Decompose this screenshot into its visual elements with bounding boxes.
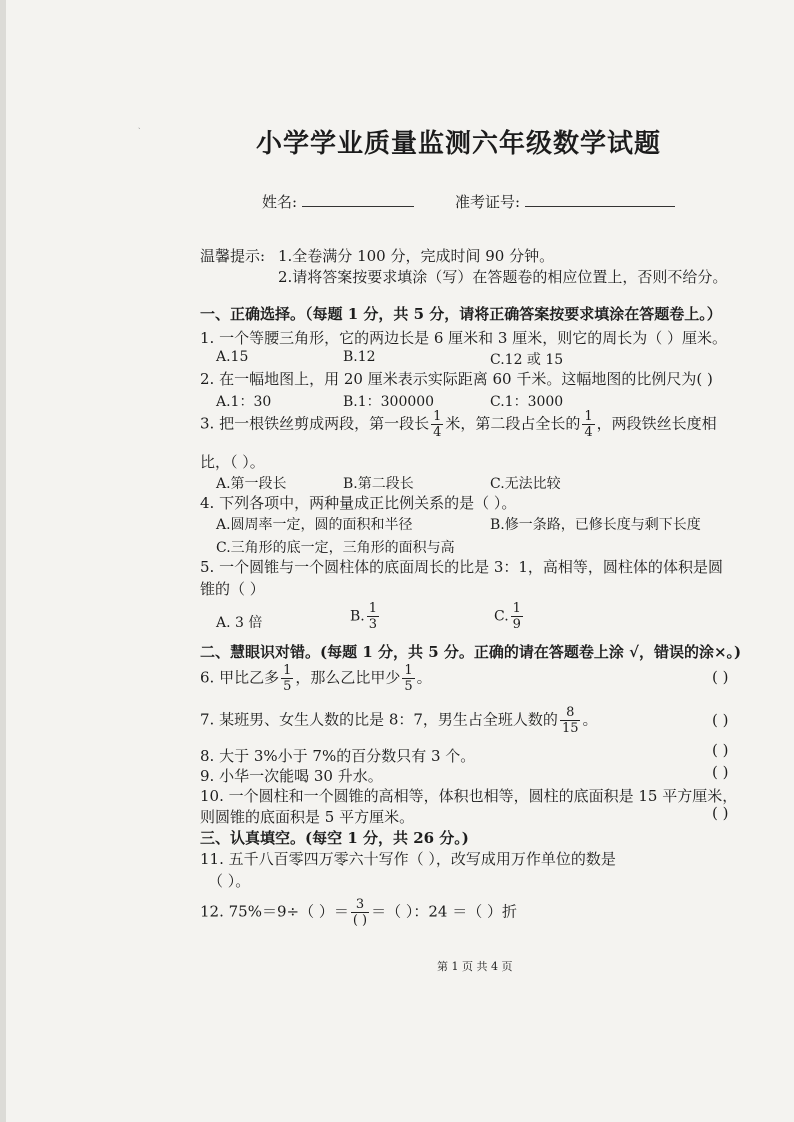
q5-option-b[interactable]: B. $\frac{1}{3}$ <box>350 601 378 632</box>
q6-answer-paren[interactable]: ( ) <box>712 668 729 686</box>
q4-option-a[interactable]: A.圆周率一定，圆的面积和半径 <box>216 517 413 533</box>
page-title: 小学学业质量监测六年级数学试题 <box>256 129 662 159</box>
scan-edge-left <box>0 0 6 1122</box>
section-3-header: 三、认真填空。(每空 1 分，共 26 分。) <box>200 829 469 847</box>
fraction: $\frac{1}{3}$ <box>368 601 378 632</box>
q4-stem: 4. 下列各项中，两种量成正比例关系的是（ ）。 <box>200 494 517 512</box>
scan-mark: ` <box>138 128 141 135</box>
q11-line-1: 11. 五千八百零四万零六十写作（ ），改写成用万作单位的数是 <box>200 850 616 868</box>
q1-option-b[interactable]: B.12 <box>343 349 376 365</box>
fraction: $\frac{1}{4}$ <box>433 409 442 440</box>
fraction: $\frac{1}{4}$ <box>584 409 593 440</box>
q2-option-b[interactable]: B.1：300000 <box>343 394 435 410</box>
q11-line-2: （ ）。 <box>208 872 251 890</box>
q3-option-b[interactable]: B.第二段长 <box>343 476 414 492</box>
name-label: 姓名: <box>262 193 298 211</box>
fraction: $\frac{8}{15}$ <box>561 705 579 736</box>
q1-stem: 1. 一个等腰三角形，它的两边长是 6 厘米和 3 厘米，则它的周长为（ ）厘米。 <box>200 329 728 347</box>
q4-option-b[interactable]: B.修一条路，已修长度与剩下长度 <box>490 517 701 533</box>
fraction: $\frac{3}{( )}$ <box>352 897 368 928</box>
q6-text: 6. 甲比乙多 $\frac{1}{5}$ ，那么乙比甲少 $\frac{1}{5}$ 。 <box>200 663 432 694</box>
section-2-header: 二、慧眼识对错。(每题 1 分，共 5 分。正确的请在答题卷上涂 √，错误的涂×。) <box>200 643 742 661</box>
tips-line-2: 2.请将答案按要求填涂（写）在答题卷的相应位置上，否则不给分。 <box>278 268 728 286</box>
q5-option-a[interactable]: A. 3 倍 <box>216 615 263 631</box>
q8-answer-paren[interactable]: ( ) <box>712 741 729 759</box>
q10-line-1: 10. 一个圆柱和一个圆锥的高相等，体积也相等，圆柱的底面积是 15 平方厘米， <box>200 787 738 805</box>
q7-text: 7. 某班男、女生人数的比是 8：7，男生占全班人数的 $\frac{8}{15}$ 。 <box>200 705 598 736</box>
name-field[interactable] <box>262 191 414 212</box>
q1-option-a[interactable]: A.15 <box>216 349 249 365</box>
q10-line-2: 则圆锥的底面积是 5 平方厘米。 <box>200 808 415 826</box>
tips-label: 温馨提示: <box>200 247 266 265</box>
q5-line-2: 锥的（ ） <box>200 580 265 598</box>
q4-option-c[interactable]: C.三角形的底一定，三角形的面积与高 <box>216 540 455 556</box>
fraction: $\frac{1}{9}$ <box>512 601 521 632</box>
q5-line-1: 5. 一个圆锥与一个圆柱体的底面周长的比是 3：1，高相等，圆柱体的体积是圆 <box>200 558 723 576</box>
q2-option-a[interactable]: A.1：30 <box>216 394 272 410</box>
q9-answer-paren[interactable]: ( ) <box>712 763 729 781</box>
q3-option-a[interactable]: A.第一段长 <box>216 476 287 492</box>
q9-text: 9. 小华一次能喝 30 升水。 <box>200 767 383 785</box>
q3-line-1: 3. 把一根铁丝剪成两段，第一段长 $\frac{1}{4}$ 米，第二段占全长的 $\frac{1}{4}$ ，两段铁丝长度相 <box>200 409 717 440</box>
name-blank[interactable] <box>302 206 414 207</box>
q12-text: 12. 75%＝9÷（ ）＝ $\frac{3}{( )}$ ＝（ ）：24 ＝（ ）折 <box>200 897 518 928</box>
page-footer: 第 1 页 共 4 页 <box>437 960 513 973</box>
q10-answer-paren[interactable]: ( ) <box>712 804 729 822</box>
q7-answer-paren[interactable]: ( ) <box>712 711 729 729</box>
fraction: $\frac{1}{5}$ <box>404 663 413 694</box>
q2-stem: 2. 在一幅地图上，用 20 厘米表示实际距离 60 千米。这幅地图的比例尺为( ) <box>200 370 713 388</box>
id-blank[interactable] <box>525 206 675 207</box>
q5-option-c[interactable]: C. $\frac{1}{9}$ <box>494 601 521 632</box>
q1-option-c[interactable]: C.12 或 15 <box>490 352 564 368</box>
section-1-header: 一、正确选择。（每题 1 分，共 5 分，请将正确答案按要求填涂在答题卷上。） <box>200 305 722 323</box>
fraction: $\frac{1}{5}$ <box>283 663 292 694</box>
id-label: 准考证号: <box>455 193 521 211</box>
q2-option-c[interactable]: C.1：3000 <box>490 394 564 410</box>
id-field[interactable] <box>455 191 675 212</box>
tips-line-1: 1.全卷满分 100 分，完成时间 90 分钟。 <box>278 247 555 265</box>
q3-line-2: 比，（ ）。 <box>200 453 265 471</box>
q3-option-c[interactable]: C.无法比较 <box>490 476 561 492</box>
q8-text: 8. 大于 3%小于 7%的百分数只有 3 个。 <box>200 747 476 765</box>
